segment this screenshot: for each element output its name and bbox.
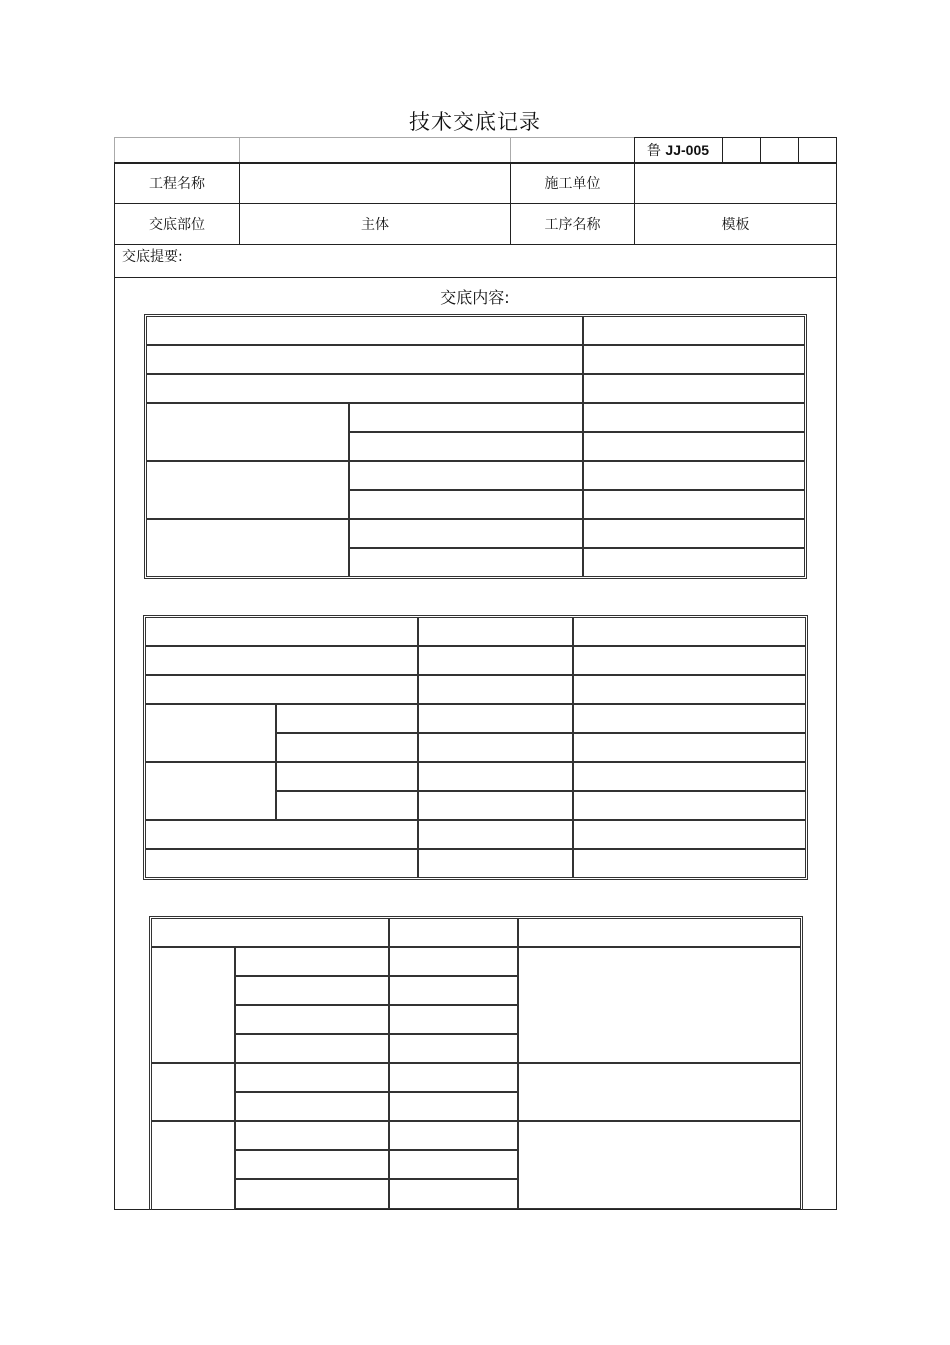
construction-unit-value [635, 163, 836, 203]
process-name-label: 工序名称 [544, 217, 601, 233]
process-name-value: 模板 [721, 217, 750, 233]
project-name-value [240, 163, 510, 203]
document-code [634, 138, 722, 162]
location-value: 主体 [361, 217, 389, 233]
project-name-label: 工程名称 [149, 176, 205, 192]
code-number: JJ-005 [665, 142, 710, 158]
location-label: 交底部位 [149, 217, 205, 233]
brief-label: 交底提要: [122, 249, 183, 265]
document-title: 技术交底记录 [409, 110, 541, 134]
construction-unit-label: 施工单位 [544, 176, 601, 192]
content-label: 交底内容: [440, 288, 510, 307]
code-prefix: 鲁 [646, 143, 661, 159]
